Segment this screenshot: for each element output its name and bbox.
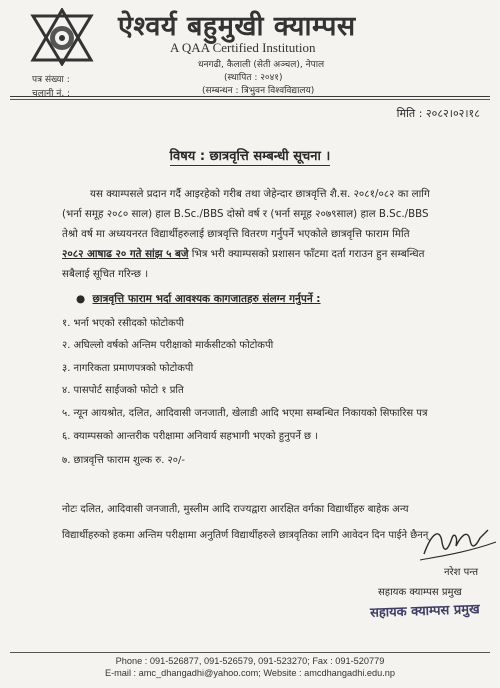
dispatch-number-label: चलानी नं. :: [32, 89, 71, 99]
handwritten-signature: [418, 520, 498, 568]
established-year: (स्थापित : २०४१): [224, 73, 283, 83]
footer-divider: [10, 652, 490, 653]
list-item: ७. छात्रवृत्ति फाराम शुल्क रु. २०/-: [62, 455, 185, 466]
signatory-title: सहायक क्याम्पस प्रमुख: [378, 587, 462, 598]
header-divider-thin: [10, 99, 490, 100]
affiliation: (सम्बन्धन : त्रिभुवन विश्वविद्यालय): [202, 86, 315, 96]
body-line: तेश्रो वर्ष मा अध्ययनरत विद्यार्थीहरुलाई छात्रवृत्ति वितरण गर्नुपर्ने भएकोले छात्रवृत्ति फाराम मिति: [62, 228, 410, 240]
college-logo-icon: [30, 8, 94, 66]
contact-email-website: E-mail : amc_dhangadhi@yahoo.com; Website : amcdhangadhi.edu.np: [104, 668, 396, 678]
signatory-name: नरेश पन्त: [444, 567, 479, 578]
bullet-icon: ●: [76, 293, 86, 305]
college-name: ऐश्वर्य बहुमुखी क्याम्पस: [118, 11, 356, 42]
note-line: विद्यार्थीहरुको हकमा अन्तिम परीक्षामा अनुतिर्ण विद्यार्थीहरुले छात्रवृतिका लागि आवेदन दिन पाईने छैनन्: [62, 530, 429, 541]
list-item: ४. पासपोर्ट साईजको फोटो १ प्रति: [62, 385, 184, 396]
list-item: ६. क्याम्पसको आन्तरीक परीक्षामा अनिवार्य सहभागी भएको हुनुपर्ने छ ।: [62, 431, 319, 442]
deadline-highlight: २०८२ आषाढ २० गते सांझ ५ बजे: [62, 248, 189, 260]
list-item: २. अघिल्लो वर्षको अन्तिम परीक्षाको मार्कसीटको फोटोकपी: [62, 340, 274, 351]
body-line: [62, 244, 487, 264]
letter-number-label: पत्र संख्या :: [32, 75, 70, 85]
notice-body: [62, 184, 487, 284]
requirements-heading-text: छात्रवृत्ति फाराम भर्दा आवश्यक कागजातहरु संलग्न गर्नुपर्ने :: [92, 293, 321, 305]
body-line: सबैलाई सूचित गरिन्छ ।: [62, 268, 149, 280]
list-item: ३. नागरिकता प्रमाणपत्रको फोटोकपी: [62, 363, 194, 374]
institution-subtitle: A QAA Certified Institution: [170, 40, 316, 55]
subject-text: विषय : छात्रवृत्ति सम्बन्धी सूचना ।: [169, 149, 331, 164]
requirements-heading: [76, 292, 321, 306]
notice-subject: [0, 146, 500, 164]
official-stamp: सहायक क्याम्पस प्रमुख: [369, 602, 480, 621]
list-item: १. भर्ना भएको रसीदको फोटोकपी: [62, 318, 184, 329]
header-divider: [10, 96, 490, 97]
body-line-rest: भित्र भरी क्याम्पसको प्रशासन फाँटमा दर्ता गराउन हुन सम्बन्धित: [188, 248, 425, 260]
college-address: धनगढी, कैलाली (सेती अञ्चल), नेपाल: [198, 60, 325, 70]
body-line: (भर्ना समूह २०८० साल) हाल B.Sc./BBS दोस्रो वर्ष र (भर्ना समूह २०७९साल) हाल B.Sc./BBS: [62, 208, 429, 220]
list-item: ५. न्यून आयश्रोत, दलित, आदिवासी जनजाती, खेलाडी आदि भएमा सम्बन्धित निकायको सिफारिस पत्र: [62, 408, 428, 419]
notice-date: मिति : २०८२।०२।१८: [396, 107, 480, 120]
note-line: नोटः दलित, आदिवासी जनजाती, मुस्लीम आदि राज्यद्वारा आरक्षित वर्गका विद्यार्थीहरु बाहेक अन्य: [62, 504, 409, 515]
body-line: यस क्याम्पसले प्रदान गर्दै आइरहेको गरीब तथा जेहेन्दार छात्रवृत्ति शै.स. २०८१/०८२ का लागि: [90, 188, 430, 200]
contact-phone: Phone : 091-526877, 091-526579, 091-523270; Fax : 091-520779: [115, 656, 385, 666]
